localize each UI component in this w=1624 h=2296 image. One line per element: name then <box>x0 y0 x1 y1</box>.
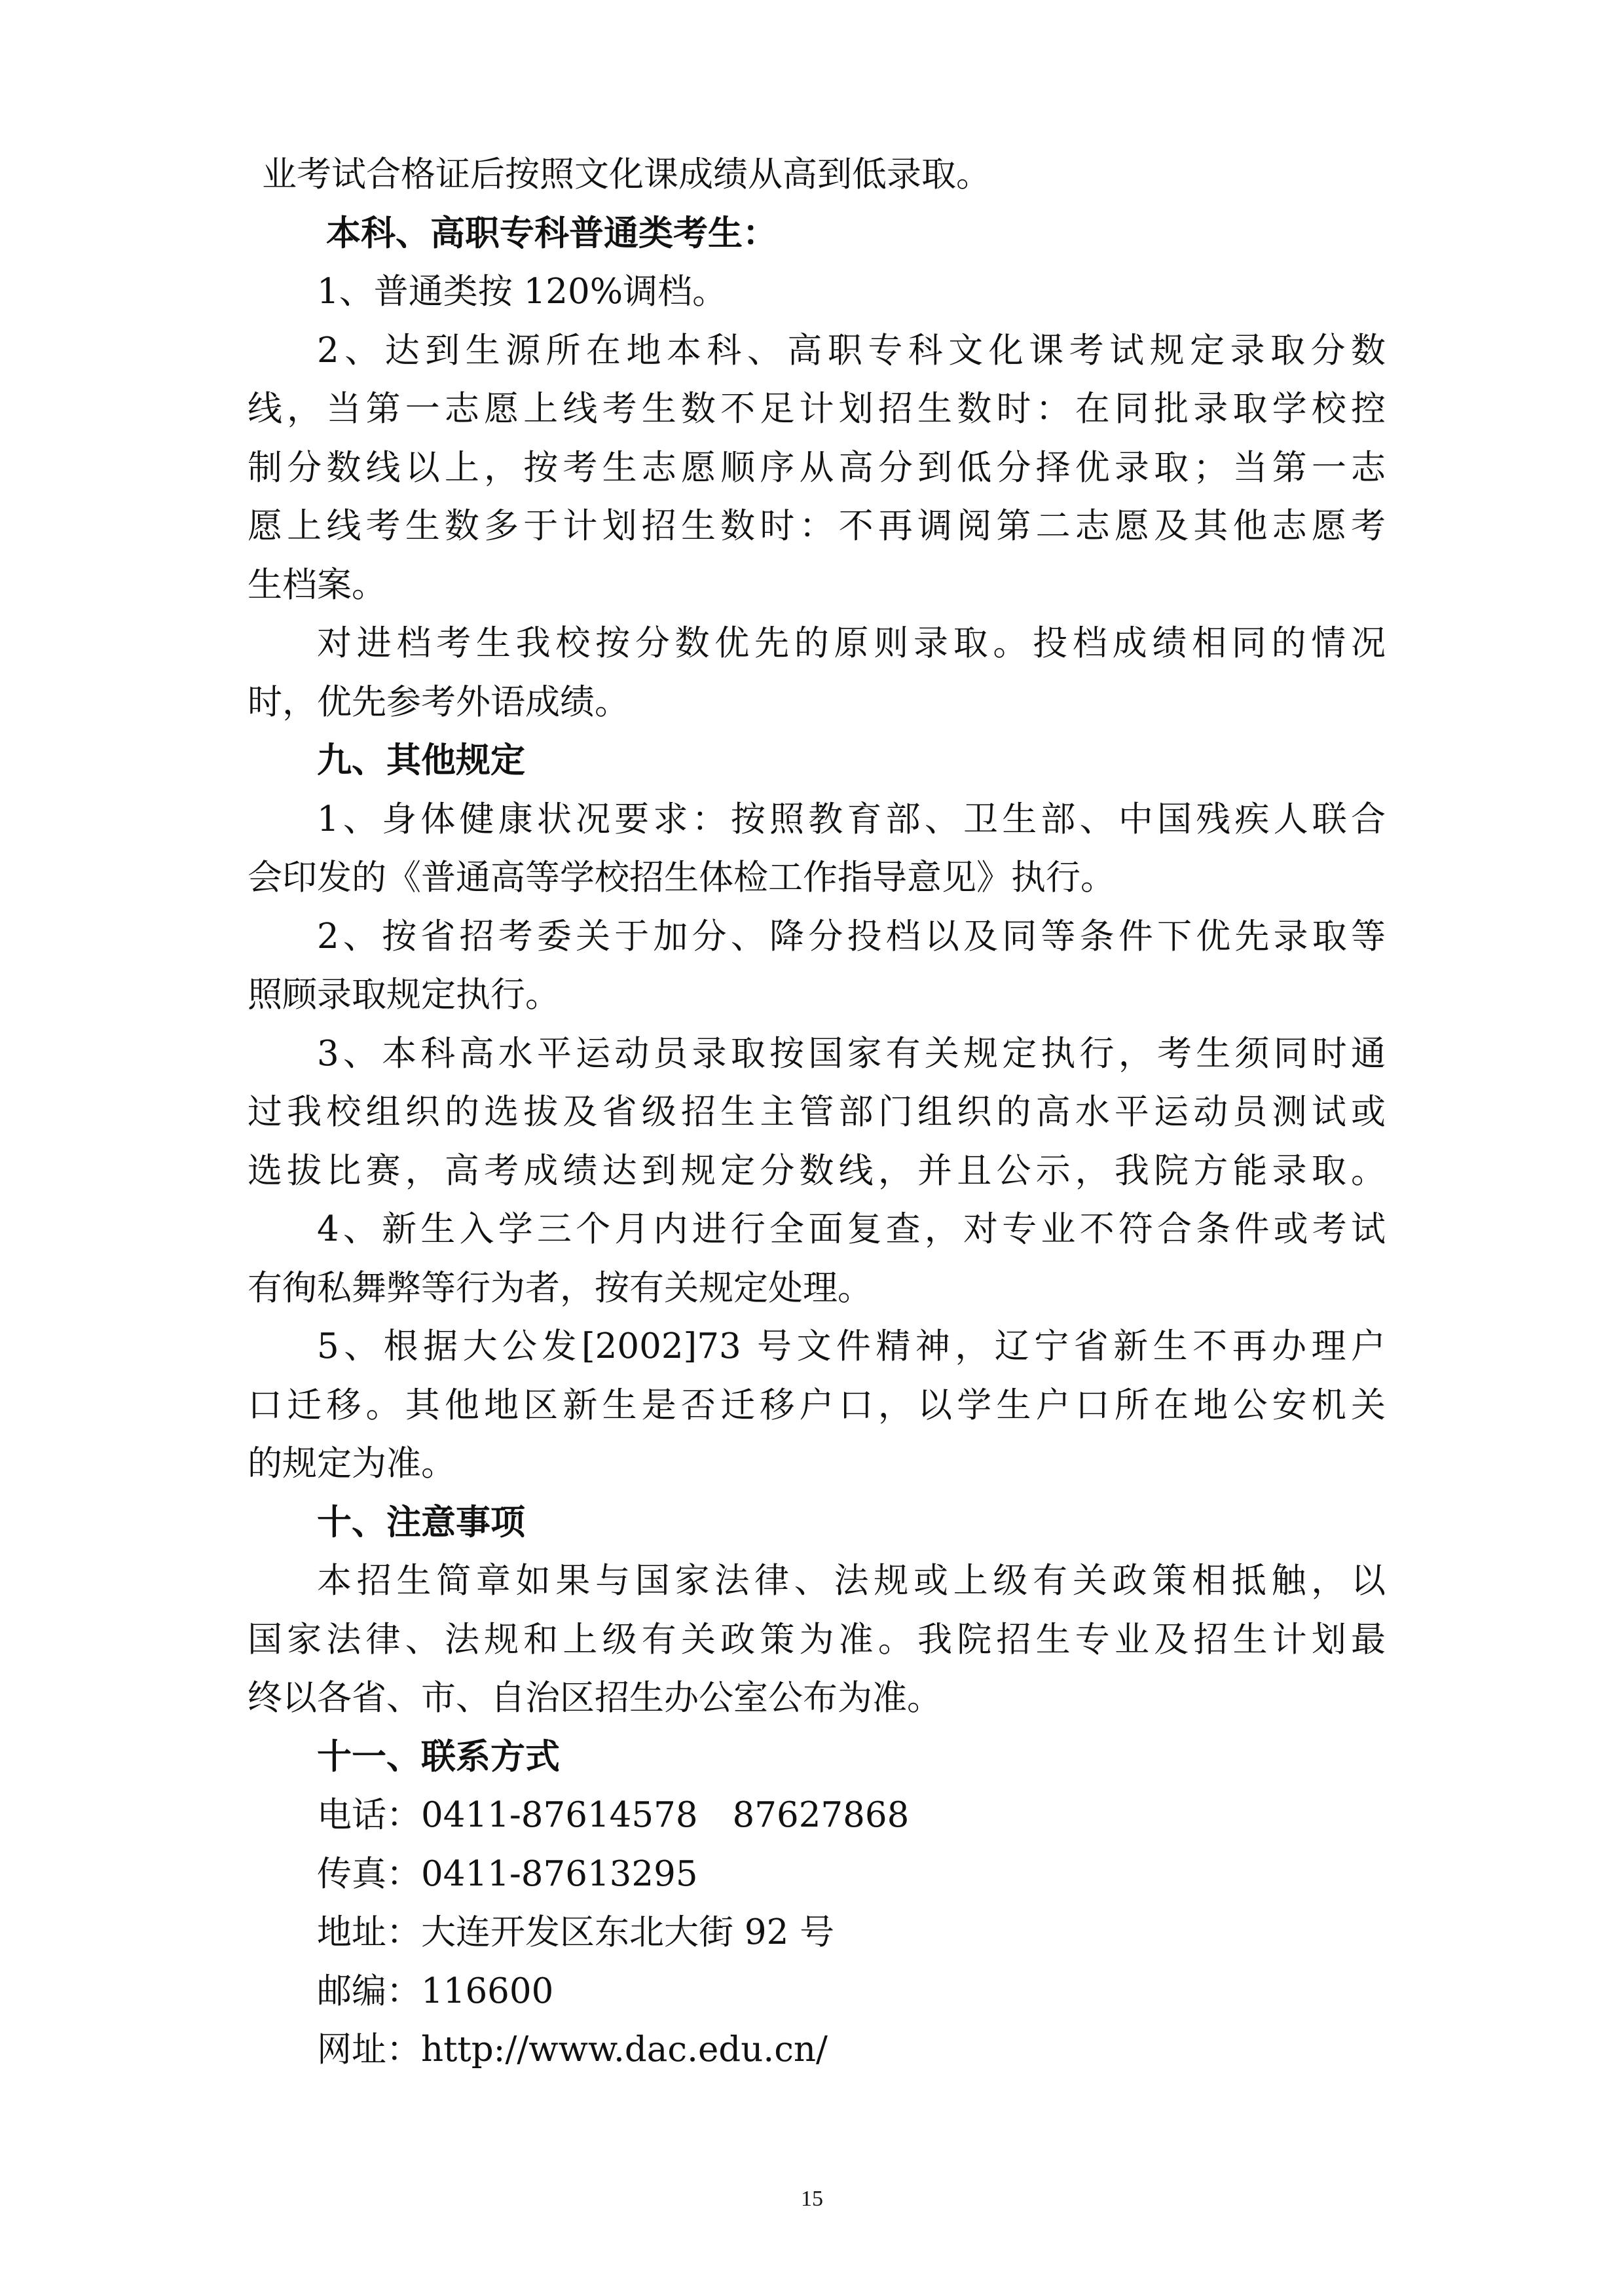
paragraph-line: 线，当第一志愿上线考生数不足计划招生数时：在同批录取学校控 <box>248 389 1386 429</box>
page-number: 15 <box>801 2187 823 2211</box>
paragraph-line: 的规定为准。 <box>248 1444 456 1484</box>
paragraph-line: 3、本科高水平运动员录取按国家有关规定执行，考生须同时通 <box>317 1033 1386 1074</box>
section-heading-10: 十、注意事项 <box>317 1501 525 1542</box>
contact-fax: 传真：0411-87613295 <box>317 1853 698 1894</box>
paragraph-line: 照顾录取规定执行。 <box>248 975 560 1015</box>
paragraph-line: 终以各省、市、自治区招生办公室公布为准。 <box>248 1678 942 1718</box>
paragraph-line: 制分数线以上，按考生志愿顺序从高分到低分择优录取；当第一志 <box>248 447 1386 488</box>
paragraph-line: 愿上线考生数多于计划招生数时：不再调阅第二志愿及其他志愿考 <box>248 506 1386 546</box>
paragraph-line: 对进档考生我校按分数优先的原则录取。投档成绩相同的情况 <box>317 623 1386 663</box>
paragraph-line: 5、根据大公发[2002]73 号文件精神，辽宁省新生不再办理户 <box>317 1326 1386 1366</box>
paragraph-line: 时，优先参考外语成绩。 <box>248 682 629 722</box>
contact-address: 地址：大连开发区东北大街 92 号 <box>317 1912 835 1952</box>
paragraph-line: 选拔比赛，高考成绩达到规定分数线，并且公示，我院方能录取。 <box>248 1150 1386 1191</box>
section-heading-9: 九、其他规定 <box>317 740 525 780</box>
paragraph-line: 会印发的《普通高等学校招生体检工作指导意见》执行。 <box>248 858 1115 898</box>
paragraph-line: 有徇私舞弊等行为者，按有关规定处理。 <box>248 1267 872 1308</box>
paragraph-line: 1、身体健康状况要求：按照教育部、卫生部、中国残疾人联合 <box>317 799 1386 839</box>
contact-phone: 电话：0411-87614578 87627868 <box>317 1795 910 1835</box>
paragraph-line: 2、按省招考委关于加分、降分投档以及同等条件下优先录取等 <box>317 916 1386 957</box>
section-subheading: 本科、高职专科普通类考生： <box>326 212 777 253</box>
contact-website: 网址：http://www.dac.edu.cn/ <box>317 2030 828 2069</box>
paragraph-line: 国家法律、法规和上级有关政策为准。我院招生专业及招生计划最 <box>248 1619 1386 1660</box>
paragraph-line: 口迁移。其他地区新生是否迁移户口，以学生户口所在地公安机关 <box>248 1385 1386 1425</box>
paragraph-line: 业考试合格证后按照文化课成绩从高到低录取。 <box>262 155 991 194</box>
paragraph-line: 过我校组织的选拔及省级招生主管部门组织的高水平运动员测试或 <box>248 1092 1386 1132</box>
paragraph-line: 本招生简章如果与国家法律、法规或上级有关政策相抵触，以 <box>317 1561 1386 1601</box>
paragraph-line: 生档案。 <box>248 564 386 605</box>
document-body <box>248 145 1386 2079</box>
paragraph-line: 2、达到生源所在地本科、高职专科文化课考试规定录取分数 <box>317 330 1386 371</box>
contact-postcode: 邮编：116600 <box>317 1971 554 2011</box>
paragraph-line: 1、普通类按 120%调档。 <box>317 272 728 312</box>
paragraph-line: 4、新生入学三个月内进行全面复查，对专业不符合条件或考试 <box>317 1209 1386 1249</box>
section-heading-11: 十一、联系方式 <box>317 1736 560 1777</box>
